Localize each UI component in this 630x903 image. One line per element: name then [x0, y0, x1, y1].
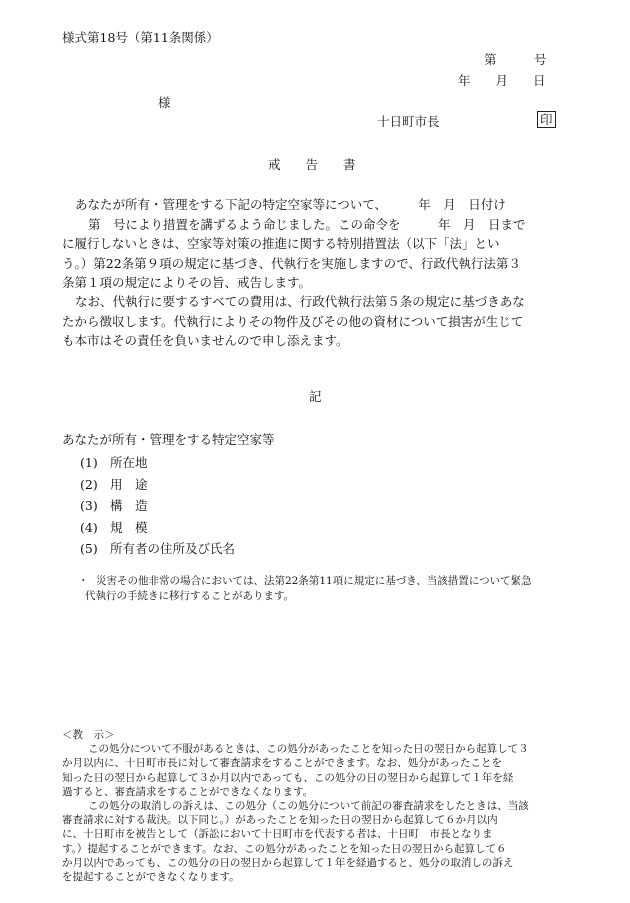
- instruction-line: 知った日の翌日から起算して３か月以内であっても、この処分の日の翌日から起算して１年を経: [62, 771, 514, 784]
- item-number: (4): [80, 519, 98, 535]
- item-number: (1): [80, 455, 98, 470]
- instruction-line: か月以内に、十日町市長に対して審査請求をすることができます。なお、処分があったことを: [62, 757, 503, 770]
- list-item: [80, 495, 235, 517]
- addressee-sama: 様: [158, 95, 171, 110]
- item-label: 所在地: [110, 455, 148, 470]
- note-line: 代執行の手続きに移行することがあります。: [85, 590, 295, 602]
- body-line: あなたが所有・管理をする下記の特定空家等について、 年 月 日付け: [75, 197, 506, 212]
- seal-mark: [537, 111, 556, 128]
- item-number: (2): [80, 476, 98, 492]
- instruction-line: す。）提起することができます。なお、この処分があったことを知った日の翌日から起算して６: [62, 842, 507, 855]
- item-label: 構 造: [110, 498, 148, 513]
- form-id: 様式第18号（第11条関係）: [62, 30, 219, 45]
- body-line: に履行しないときは、空家等対策の推進に関する特別措置法（以下「法」とい: [62, 236, 500, 251]
- note-line: 災害その他非常の場合においては、法第22条第11項に規定に基づき、当該措置について緊急: [96, 575, 532, 587]
- item-number: (3): [80, 498, 98, 513]
- item-label: 所有者の住所及び氏名: [110, 541, 236, 556]
- instruction-line: この処分について不服があるときは、この処分があったことを知った日の翌日から起算して３: [88, 743, 529, 756]
- body-line: う。）第22条第９項の規定に基づき、代執行を実施しますので、行政代執行法第３: [62, 255, 521, 271]
- seal-label: 印: [537, 111, 556, 128]
- list-item: [80, 538, 235, 560]
- body-paragraph-1: [62, 195, 572, 293]
- ki-heading: 記: [309, 389, 322, 404]
- instruction-line: か月以内であっても、この処分の日の翌日から起算して１年を経過すると、処分の取消しの訴え: [62, 856, 514, 869]
- document-number: 第 号: [484, 52, 547, 67]
- instruction-line: 審査請求に対する裁決。以下同じ。）があったことを知った日の翌日から起算して６か月以内: [62, 814, 498, 827]
- item-number: (5): [80, 541, 98, 556]
- list-item: [80, 517, 235, 539]
- item-label: 用 途: [110, 476, 148, 492]
- instruction-block: [62, 728, 574, 884]
- body-line: も本市はその責任を負いませんので申し添えます。: [62, 333, 349, 348]
- note-bullet: ・: [78, 575, 89, 587]
- instruction-line: を提起することができなくなります。: [62, 871, 240, 884]
- property-item-list: [80, 452, 235, 560]
- instruction-line: 過すると、審査請求をすることができなくなります。: [62, 785, 314, 798]
- instruction-line: に、十日町市を被告として（訴訟において十日町市を代表する者は、十日町 市長となりま: [62, 828, 493, 841]
- instruction-line: この処分の取消しの訴えは、この処分（この処分について前記の審査請求をしたときは、当該: [88, 800, 529, 813]
- item-label: 規 模: [110, 519, 148, 535]
- instruction-heading: ＜教 示＞: [62, 729, 115, 741]
- body-paragraph-2: [62, 292, 572, 351]
- list-item: [80, 474, 235, 496]
- document-title: 戒 告 書: [268, 157, 356, 172]
- body-line: たから徴収します。代執行によりその物件及びその他の資材について損害が生じて: [62, 313, 524, 329]
- issuer-name: 十日町市長: [377, 114, 440, 129]
- document-date: 年 月 日: [458, 73, 546, 88]
- list-item: [80, 452, 235, 474]
- section-heading: あなたが所有・管理をする特定空家等: [62, 432, 275, 447]
- body-line: なお、代執行に要するすべての費用は、行政代執行法第５条の規定に基づきあな: [75, 294, 525, 309]
- body-line: 第 号により措置を講ずるよう命じました。この命令を 年 月 日まで: [88, 216, 526, 232]
- body-line: 条第１項の規定によりその旨、戒告します。: [62, 275, 312, 290]
